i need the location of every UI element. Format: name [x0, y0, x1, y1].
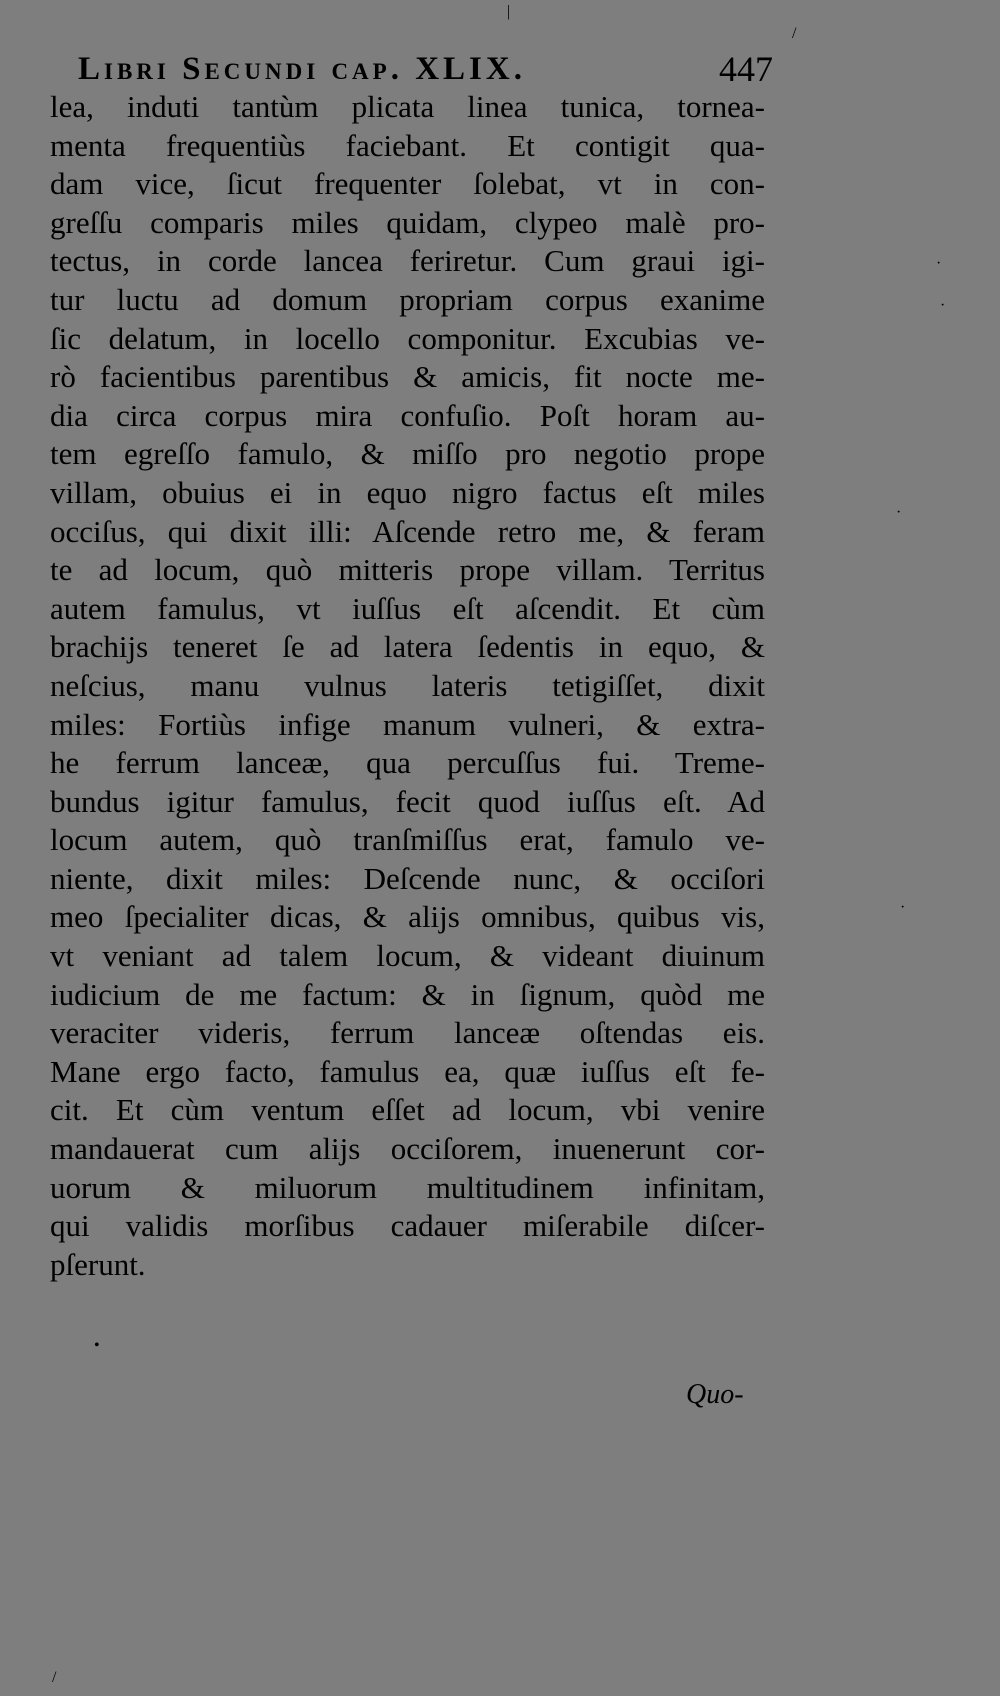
text-line: brachijs teneret ſe ad latera ſedentis in equo, & [50, 629, 765, 665]
text-line: lea, induti tantùm plicata linea tunica, tornea- [50, 89, 765, 124]
body-text [50, 88, 765, 1284]
text-line: neſcius, manu vulnus lateris tetigiſſet, dixit [50, 667, 765, 703]
text-line: villam, obuius ei in equo nigro factus eſt miles [50, 474, 765, 510]
scan-speck: / [52, 1669, 57, 1686]
text-line: veraciter videris, ferrum lanceæ oſtendas eis. [50, 1015, 765, 1051]
scan-speck: | [507, 3, 511, 20]
text-line: locum autem, quò tranſmiſſus erat, famulo ve- [50, 822, 765, 858]
text-line: greſſu comparis miles quidam, clypeo malè pro- [50, 204, 765, 240]
scan-speck: · [900, 899, 906, 916]
text-line: rò facientibus parentibus & amicis, fit nocte me- [50, 359, 765, 395]
text-line: tectus, in corde lancea feriretur. Cum graui igi- [50, 243, 765, 279]
text-line: niente, dixit miles: Deſcende nunc, & occiſori [50, 860, 765, 896]
text-line: tur luctu ad domum propriam corpus exanime [50, 281, 765, 317]
scan-speck: · [940, 297, 946, 314]
text-line: miles: Fortiùs infige manum vulneri, & extra- [50, 706, 765, 742]
scan-speck: · [936, 255, 942, 272]
text-line: occiſus, qui dixit illi: Aſcende retro me, & feram [50, 513, 765, 549]
running-head [78, 46, 773, 92]
text-line: iudicium de me factum: & in ſignum, quòd me [50, 976, 765, 1012]
text-line: Mane ergo facto, famulus ea, quæ iuſſus eſt fe- [50, 1053, 765, 1089]
scan-speck: · [896, 504, 902, 521]
text-line: cit. Et cùm ventum eſſet ad locum, vbi venire [50, 1092, 765, 1128]
text-line: autem famulus, vt iuſſus eſt aſcendit. Et cùm [50, 590, 765, 626]
text-line: bundus igitur famulus, fecit quod iuſſus eſt. Ad [50, 783, 765, 819]
text-line: he ferrum lanceæ, qua percuſſus fui. Treme- [50, 745, 765, 781]
text-line: vt veniant ad talem locum, & videant diuinum [50, 938, 765, 974]
text-line: dam vice, ſicut frequenter ſolebat, vt in con- [50, 166, 765, 202]
running-head-title: Libri Secundi cap. XLIX. [78, 51, 526, 87]
text-line: qui validis morſibus cadauer miſerabile diſcer- [50, 1208, 765, 1244]
scan-speck: • [94, 1337, 100, 1354]
text-line: uorum & miluorum multitudinem infinitam, [50, 1169, 765, 1205]
text-line: menta frequentiùs faciebant. Et contigit qua- [50, 127, 765, 163]
page-number: 447 [719, 49, 773, 89]
scan-speck: / [792, 25, 797, 42]
text-line: mandauerat cum alijs occiſorem, inuenerunt cor- [50, 1131, 765, 1167]
text-line: te ad locum, quò mitteris prope villam. Territus [50, 552, 765, 588]
text-line: ſic delatum, in locello componitur. Excubias ve- [50, 320, 765, 356]
text-line: dia circa corpus mira confuſio. Poſt horam au- [50, 397, 765, 433]
text-line-last: pſerunt. [50, 1246, 146, 1282]
catchword: Quo- [686, 1379, 744, 1410]
text-line: tem egreſſo famulo, & miſſo pro negotio prope [50, 436, 765, 472]
text-line: meo ſpecialiter dicas, & alijs omnibus, quibus vis, [50, 899, 765, 935]
